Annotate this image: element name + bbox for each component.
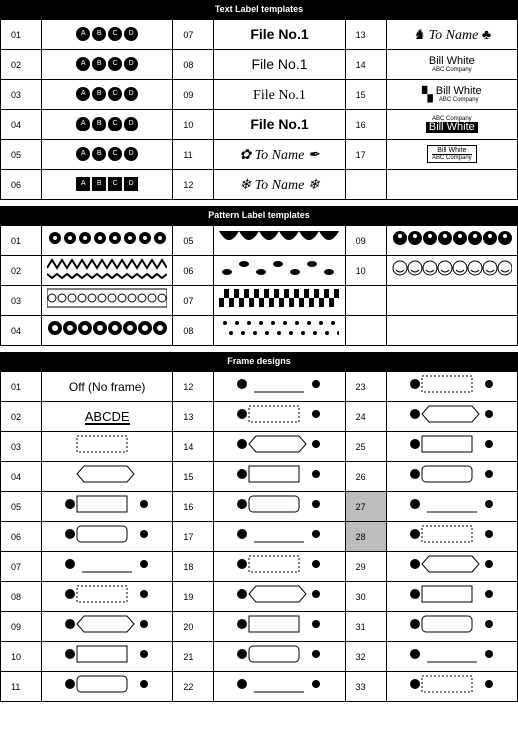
template-number: 02 bbox=[1, 50, 42, 80]
template-number: 04 bbox=[1, 316, 42, 346]
frame-preview-icon bbox=[234, 523, 324, 550]
frame-preview-icon bbox=[234, 673, 324, 700]
pattern-cell[interactable] bbox=[214, 256, 345, 286]
template-number: 11 bbox=[1, 672, 42, 702]
template-number: 03 bbox=[1, 432, 42, 462]
template-number: 03 bbox=[1, 286, 42, 316]
pattern-cell[interactable] bbox=[42, 256, 173, 286]
table-row bbox=[1, 170, 518, 200]
template-text: To Name bbox=[428, 27, 479, 43]
pattern-cell[interactable] bbox=[214, 226, 345, 256]
frame-preview-icon bbox=[234, 613, 324, 640]
frame-cell[interactable] bbox=[42, 402, 173, 432]
frame-cell[interactable] bbox=[42, 522, 173, 552]
template-number: 32 bbox=[345, 642, 386, 672]
frame-cell[interactable] bbox=[386, 642, 517, 672]
template-number: 14 bbox=[345, 50, 386, 80]
template-number: 31 bbox=[345, 612, 386, 642]
frame-preview-icon bbox=[62, 523, 152, 550]
pattern-preview-icon bbox=[47, 227, 167, 253]
table-row bbox=[1, 110, 518, 140]
frame-preview-icon bbox=[62, 583, 152, 610]
template-cell[interactable] bbox=[386, 110, 517, 140]
name-text: Bill White bbox=[428, 54, 475, 67]
template-number: 03 bbox=[1, 80, 42, 110]
template-number: 18 bbox=[173, 552, 214, 582]
pattern-cell[interactable] bbox=[214, 316, 345, 346]
template-preview: A B C D bbox=[75, 117, 139, 133]
frame-preview-icon bbox=[407, 523, 497, 550]
template-number: 07 bbox=[1, 552, 42, 582]
frame-preview-icon bbox=[407, 463, 497, 490]
template-preview: A B C D bbox=[75, 87, 139, 103]
template-number: 21 bbox=[173, 642, 214, 672]
template-cell[interactable] bbox=[386, 170, 517, 200]
company-text: ABC Company bbox=[431, 115, 472, 122]
table-row bbox=[1, 462, 518, 492]
frame-preview-icon bbox=[62, 673, 152, 700]
template-number: 20 bbox=[173, 612, 214, 642]
table-row bbox=[1, 372, 518, 402]
frame-preview-icon bbox=[407, 403, 497, 430]
template-cell[interactable] bbox=[214, 80, 345, 110]
template-cell[interactable] bbox=[42, 140, 173, 170]
template-number: 27 bbox=[345, 492, 386, 522]
table-row bbox=[1, 672, 518, 702]
frame-cell[interactable] bbox=[386, 612, 517, 642]
frame-preview-icon bbox=[234, 373, 324, 400]
text-label-header: Text Label templates bbox=[0, 0, 518, 19]
frame-cell[interactable] bbox=[214, 402, 345, 432]
template-preview: A B C D bbox=[75, 57, 139, 73]
template-number: 33 bbox=[345, 672, 386, 702]
template-number: 04 bbox=[1, 462, 42, 492]
frame-preview-icon bbox=[407, 583, 497, 610]
frame-preview-icon bbox=[62, 643, 152, 670]
table-row bbox=[1, 582, 518, 612]
template-preview bbox=[422, 86, 482, 103]
template-number: 25 bbox=[345, 432, 386, 462]
frame-designs-table bbox=[0, 371, 518, 702]
frame-preview-icon bbox=[62, 463, 152, 490]
frame-cell[interactable] bbox=[42, 612, 173, 642]
template-number: 08 bbox=[173, 50, 214, 80]
template-cell[interactable] bbox=[214, 50, 345, 80]
decoration-icon: ✿ bbox=[239, 147, 255, 163]
frame-preview-icon bbox=[62, 553, 152, 580]
frame-cell[interactable] bbox=[42, 432, 173, 462]
frame-cell[interactable] bbox=[386, 492, 517, 522]
template-number bbox=[345, 170, 386, 200]
tree-icon: ♣ bbox=[478, 27, 492, 43]
template-number: 08 bbox=[1, 582, 42, 612]
template-number: 24 bbox=[345, 402, 386, 432]
frame-preview-icon bbox=[407, 433, 497, 460]
template-preview: File No.1 bbox=[253, 87, 306, 103]
frame-cell[interactable] bbox=[214, 552, 345, 582]
frame-cell[interactable] bbox=[42, 642, 173, 672]
template-cell[interactable] bbox=[214, 20, 345, 50]
table-row bbox=[1, 140, 518, 170]
template-cell[interactable] bbox=[386, 50, 517, 80]
frame-preview-icon bbox=[234, 583, 324, 610]
pattern-label-table bbox=[0, 225, 518, 346]
template-number: 26 bbox=[345, 462, 386, 492]
template-number: 07 bbox=[173, 20, 214, 50]
template-cell[interactable] bbox=[214, 140, 345, 170]
decoration-icon: ❄ bbox=[239, 177, 255, 193]
template-number: 13 bbox=[173, 402, 214, 432]
frame-label: Off (No frame) bbox=[68, 379, 146, 394]
pattern-preview-icon bbox=[392, 227, 512, 253]
company-text: ABC Company bbox=[431, 155, 472, 162]
pattern-cell bbox=[386, 286, 517, 316]
pattern-cell[interactable] bbox=[214, 286, 345, 316]
template-number: 13 bbox=[345, 20, 386, 50]
frame-preview-icon bbox=[234, 403, 324, 430]
company-text: ABC Company bbox=[438, 96, 479, 103]
template-number: 01 bbox=[1, 20, 42, 50]
template-number: 28 bbox=[345, 522, 386, 552]
template-number: 23 bbox=[345, 372, 386, 402]
frame-label: ABCDE bbox=[84, 408, 130, 424]
frame-preview-icon bbox=[62, 613, 152, 640]
frame-preview-icon bbox=[407, 613, 497, 640]
template-number bbox=[345, 286, 386, 316]
frame-cell[interactable] bbox=[42, 372, 173, 402]
frame-cell[interactable] bbox=[42, 552, 173, 582]
frame-designs-header: Frame designs bbox=[0, 352, 518, 371]
template-cell[interactable] bbox=[42, 170, 173, 200]
frame-preview-icon bbox=[234, 493, 324, 520]
template-number: 12 bbox=[173, 170, 214, 200]
template-number: 02 bbox=[1, 402, 42, 432]
template-number: 10 bbox=[173, 110, 214, 140]
template-number: 15 bbox=[173, 462, 214, 492]
template-number: 09 bbox=[1, 612, 42, 642]
frame-cell[interactable] bbox=[214, 642, 345, 672]
frame-cell[interactable] bbox=[42, 492, 173, 522]
frame-cell[interactable] bbox=[386, 552, 517, 582]
frame-preview-icon bbox=[62, 493, 152, 520]
template-number: 07 bbox=[173, 286, 214, 316]
name-text: Bill White bbox=[437, 147, 467, 155]
template-preview: File No.1 bbox=[250, 25, 309, 42]
table-row bbox=[1, 80, 518, 110]
snowflake-icon: ❄ bbox=[304, 177, 320, 193]
frame-cell[interactable] bbox=[42, 672, 173, 702]
pattern-cell[interactable] bbox=[386, 226, 517, 256]
template-text: To Name bbox=[254, 147, 305, 163]
template-preview bbox=[429, 56, 475, 73]
frame-cell[interactable] bbox=[214, 612, 345, 642]
frame-cell[interactable] bbox=[214, 462, 345, 492]
pattern-preview-icon bbox=[219, 257, 339, 283]
frame-cell[interactable] bbox=[42, 582, 173, 612]
frame-preview-icon bbox=[62, 433, 152, 460]
template-cell[interactable] bbox=[42, 80, 173, 110]
template-number: 16 bbox=[345, 110, 386, 140]
template-number: 01 bbox=[1, 372, 42, 402]
template-text: To Name bbox=[254, 177, 305, 193]
pattern-cell[interactable] bbox=[42, 226, 173, 256]
pattern-label-header: Pattern Label templates bbox=[0, 206, 518, 225]
template-preview: A B C D bbox=[75, 177, 139, 193]
template-number: 11 bbox=[173, 140, 214, 170]
pattern-preview-icon bbox=[219, 317, 339, 343]
template-cell[interactable] bbox=[42, 20, 173, 50]
pattern-cell[interactable] bbox=[42, 286, 173, 316]
template-number: 05 bbox=[1, 492, 42, 522]
template-number: 17 bbox=[345, 140, 386, 170]
template-number: 02 bbox=[1, 256, 42, 286]
template-number: 12 bbox=[173, 372, 214, 402]
decoration-icon: ♞ bbox=[412, 27, 429, 43]
pattern-preview-icon bbox=[47, 257, 167, 283]
name-text: Bill White bbox=[435, 84, 482, 97]
grid-icon: ▚ bbox=[422, 86, 433, 103]
template-number: 19 bbox=[173, 582, 214, 612]
frame-designs-section bbox=[0, 352, 518, 702]
frame-cell[interactable] bbox=[386, 402, 517, 432]
template-preview bbox=[413, 29, 491, 43]
feather-icon: ✒ bbox=[304, 147, 320, 163]
table-row bbox=[1, 402, 518, 432]
table-row bbox=[1, 492, 518, 522]
pattern-cell[interactable] bbox=[42, 316, 173, 346]
frame-preview-icon bbox=[407, 643, 497, 670]
text-label-table bbox=[0, 19, 518, 200]
template-cell[interactable] bbox=[386, 140, 517, 170]
frame-cell[interactable] bbox=[214, 522, 345, 552]
frame-preview-icon bbox=[234, 463, 324, 490]
frame-cell[interactable] bbox=[214, 372, 345, 402]
frame-cell[interactable] bbox=[42, 462, 173, 492]
template-number: 14 bbox=[173, 432, 214, 462]
template-number: 29 bbox=[345, 552, 386, 582]
table-row bbox=[1, 286, 518, 316]
template-preview: File No.1 bbox=[250, 115, 309, 132]
template-preview bbox=[239, 149, 319, 163]
template-number: 09 bbox=[345, 226, 386, 256]
pattern-label-section bbox=[0, 206, 518, 346]
template-number: 10 bbox=[345, 256, 386, 286]
template-cell[interactable] bbox=[214, 110, 345, 140]
template-preview: File No.1 bbox=[251, 55, 308, 72]
table-row bbox=[1, 20, 518, 50]
company-text: ABC Company bbox=[431, 66, 472, 73]
template-preview bbox=[239, 179, 319, 193]
template-number: 06 bbox=[1, 170, 42, 200]
template-preview: A B C D bbox=[75, 27, 139, 43]
template-cell[interactable] bbox=[386, 20, 517, 50]
frame-preview-icon bbox=[407, 493, 497, 520]
name-text: Bill White bbox=[426, 122, 478, 133]
template-cell[interactable] bbox=[386, 80, 517, 110]
template-number: 04 bbox=[1, 110, 42, 140]
frame-cell[interactable] bbox=[386, 522, 517, 552]
frame-preview-icon bbox=[407, 373, 497, 400]
template-preview: A B C D bbox=[75, 147, 139, 163]
template-number: 22 bbox=[173, 672, 214, 702]
pattern-preview-icon bbox=[219, 287, 339, 313]
table-row bbox=[1, 256, 518, 286]
table-row bbox=[1, 642, 518, 672]
template-cell[interactable] bbox=[42, 50, 173, 80]
frame-cell[interactable] bbox=[386, 582, 517, 612]
frame-cell[interactable] bbox=[386, 372, 517, 402]
template-preview bbox=[426, 116, 478, 133]
pattern-cell[interactable] bbox=[386, 256, 517, 286]
template-number: 16 bbox=[173, 492, 214, 522]
frame-preview-icon bbox=[407, 553, 497, 580]
template-number bbox=[345, 316, 386, 346]
template-number: 05 bbox=[173, 226, 214, 256]
table-row bbox=[1, 316, 518, 346]
frame-cell[interactable] bbox=[386, 462, 517, 492]
template-number: 05 bbox=[1, 140, 42, 170]
template-cell[interactable] bbox=[214, 170, 345, 200]
template-number: 01 bbox=[1, 226, 42, 256]
table-row bbox=[1, 522, 518, 552]
template-number: 06 bbox=[1, 522, 42, 552]
frame-cell[interactable] bbox=[214, 672, 345, 702]
template-number: 10 bbox=[1, 642, 42, 672]
pattern-cell bbox=[386, 316, 517, 346]
frame-cell[interactable] bbox=[386, 672, 517, 702]
frame-preview-icon bbox=[234, 553, 324, 580]
frame-cell[interactable] bbox=[214, 492, 345, 522]
table-row bbox=[1, 226, 518, 256]
template-preview bbox=[427, 145, 477, 163]
text-label-section bbox=[0, 0, 518, 200]
table-row bbox=[1, 552, 518, 582]
frame-cell[interactable] bbox=[386, 432, 517, 462]
template-number: 30 bbox=[345, 582, 386, 612]
table-row bbox=[1, 612, 518, 642]
pattern-preview-icon bbox=[47, 317, 167, 343]
frame-preview-icon bbox=[407, 673, 497, 700]
frame-cell[interactable] bbox=[214, 432, 345, 462]
template-cell[interactable] bbox=[42, 110, 173, 140]
template-number: 06 bbox=[173, 256, 214, 286]
template-number: 08 bbox=[173, 316, 214, 346]
template-number: 09 bbox=[173, 80, 214, 110]
template-number: 17 bbox=[173, 522, 214, 552]
pattern-preview-icon bbox=[219, 227, 339, 253]
template-number: 15 bbox=[345, 80, 386, 110]
frame-preview-icon bbox=[234, 433, 324, 460]
pattern-preview-icon bbox=[392, 257, 512, 283]
frame-cell[interactable] bbox=[214, 582, 345, 612]
pattern-preview-icon bbox=[47, 287, 167, 313]
frame-preview-icon bbox=[234, 643, 324, 670]
table-row bbox=[1, 432, 518, 462]
table-row bbox=[1, 50, 518, 80]
